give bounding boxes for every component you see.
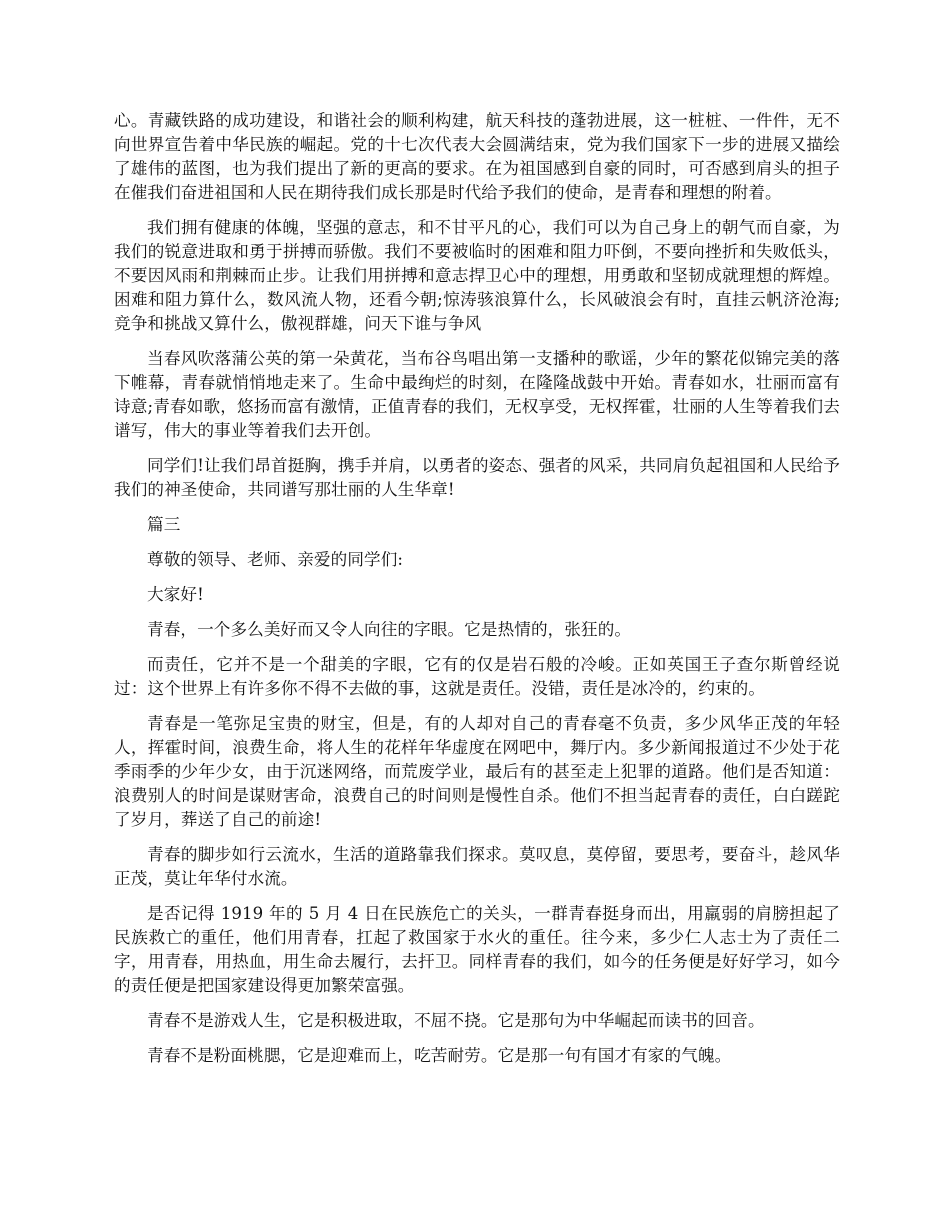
section-heading: 篇三 (147, 515, 181, 534)
paragraph: 青春是一笔弥足宝贵的财宝，但是，有的人却对自己的青春毫不负责，多少风华正茂的年轻人，挥霍时间，浪费生命，将人生的花样年华虚度在网吧中，舞厅内。多少新闻报道过不少处于花季雨季的少年少女，由于沉迷网络，而荒废学业，最后有的甚至走上犯罪的道路。他们是否知道：浪费别人的时间是谋财害命，浪费自己的时间则是慢性自杀。他们不担当起青春的责任，白白蹉跎了岁月，葬送了自己的前途! (114, 714, 840, 829)
paragraph: 青春的脚步如行云流水，生活的道路靠我们探求。莫叹息，莫停留，要思考，要奋斗，趁风华正茂，莫让年华付水流。 (114, 845, 840, 888)
paragraph: 是否记得 1919 年的 5 月 4 日在民族危亡的关头，一群青春挺身而出，用羸弱的肩膀担起了民族救亡的重任，他们用青春，扛起了救国家于水火的重任。往今来，多少仁人志士为了责任二字，用青春，用热血，用生命去履行，去扞卫。同样青春的我们，如今的任务便是好好学习，如今的责任便是把国家建设得更加繁荣富强。 (114, 904, 840, 995)
document-body (114, 109, 840, 1079)
paragraph: 青春不是游戏人生，它是积极进取，不屈不挠。它是那句为中华崛起而读书的回音。 (147, 1011, 765, 1030)
salutation: 尊敬的领导、老师、亲爱的同学们: (147, 550, 404, 569)
greeting: 大家好! (147, 585, 204, 604)
paragraph: 青春不是粉面桃腮，它是迎难而上，吃苦耐劳。它是那一句有国才有家的气魄。 (147, 1046, 732, 1065)
paragraph: 心。青藏铁路的成功建设，和谐社会的顺利构建，航天科技的蓬勃进展，这一桩桩、一件件，无不向世界宣告着中华民族的崛起。党的十七次代表大会圆满结束，党为我们国家下一步的进展又描绘了雄伟的蓝图，也为我们提出了新的更高的要求。在为祖国感到自豪的同时，可否感到肩头的担子在催我们奋进祖国和人民在期待我们成长那是时代给予我们的使命，是青春和理想的附着。 (114, 111, 840, 202)
paragraph: 我们拥有健康的体魄，坚强的意志，和不甘平凡的心，我们可以为自己身上的朝气而自豪，为我们的锐意进取和勇于拼搏而骄傲。我们不要被临时的困难和阻力吓倒，不要向挫折和失败低头，不要因风雨和荆棘而止步。让我们用拼搏和意志捍卫心中的理想，用勇敢和坚韧成就理想的辉煌。困难和阻力算什么，数风流人物，还看今朝;惊涛骇浪算什么，长风破浪会有时，直挂云帆济沧海;竞争和挑战又算什么，傲视群雄，问天下谁与争风 (114, 218, 840, 333)
paragraph: 当春风吹落蒲公英的第一朵黄花，当布谷鸟唱出第一支播种的歌谣，少年的繁花似锦完美的落下帷幕，青春就悄悄地走来了。生命中最绚烂的时刻，在隆隆战鼓中开始。青春如水，壮丽而富有诗意;青春如歌，悠扬而富有激情，正值青春的我们，无权享受，无权挥霍，壮丽的人生等着我们去谱写，伟大的事业等着我们去开创。 (114, 349, 840, 440)
paragraph: 同学们!让我们昂首挺胸，携手并肩，以勇者的姿态、强者的风采，共同肩负起祖国和人民给予我们的神圣使命，共同谱写那壮丽的人生华章! (114, 456, 840, 499)
paragraph: 青春，一个多么美好而又令人向往的字眼。它是热情的，张狂的。 (147, 620, 632, 639)
paragraph: 而责任，它并不是一个甜美的字眼，它有的仅是岩石般的冷峻。正如英国王子查尔斯曾经说过：这个世界上有许多你不得不去做的事，这就是责任。没错，责任是冰冷的，约束的。 (114, 655, 840, 698)
